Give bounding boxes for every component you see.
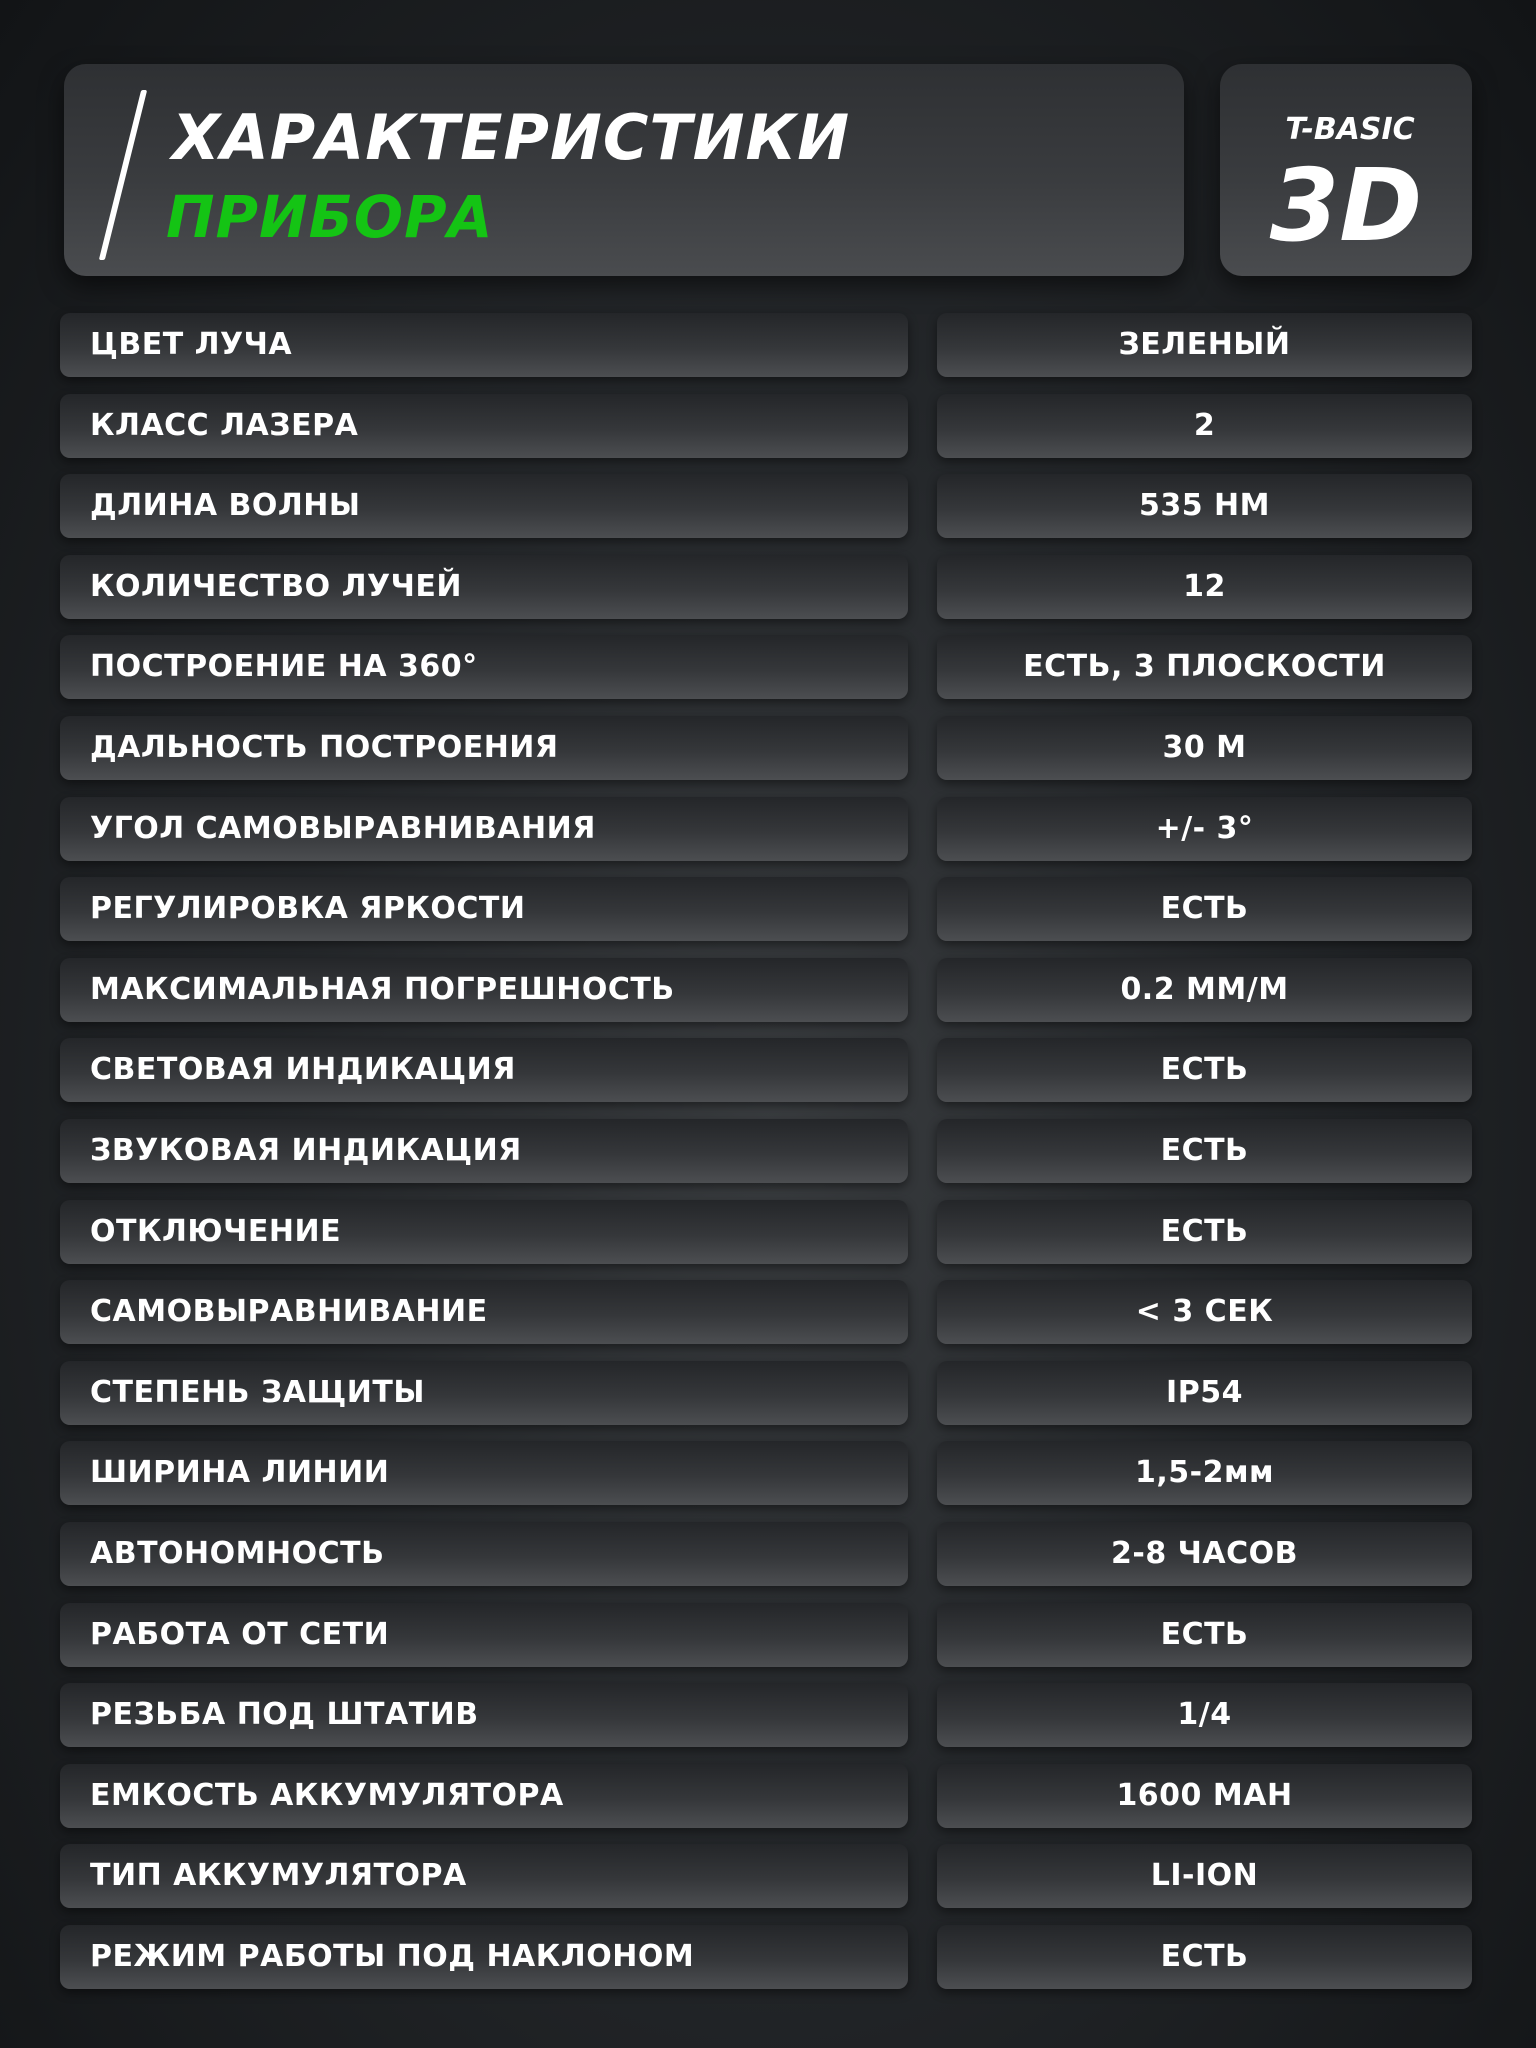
spec-value-cell: [937, 716, 1472, 780]
spec-value: ЕСТЬ, 3 ПЛОСКОСТИ: [1023, 649, 1386, 684]
spec-value: LI-ION: [1150, 1858, 1259, 1893]
spec-row: [60, 313, 1472, 377]
spec-row: [60, 1200, 1472, 1264]
spec-value-cell: [937, 797, 1472, 861]
spec-value: ЕСТЬ: [1160, 1214, 1249, 1249]
spec-label: САМОВЫРАВНИВАНИЕ: [90, 1294, 488, 1329]
spec-row: [60, 1683, 1472, 1747]
spec-value: ЕСТЬ: [1160, 1133, 1249, 1168]
spec-label: КОЛИЧЕСТВО ЛУЧЕЙ: [90, 569, 462, 604]
spec-value-cell: [937, 1764, 1472, 1828]
spec-row: [60, 1119, 1472, 1183]
spec-value-cell: [937, 1683, 1472, 1747]
spec-value: 12: [1183, 569, 1226, 604]
spec-row: [60, 1038, 1472, 1102]
spec-label: КЛАСС ЛАЗЕРА: [90, 408, 359, 443]
spec-value: 2: [1193, 408, 1216, 443]
spec-label: СТЕПЕНЬ ЗАЩИТЫ: [90, 1375, 425, 1410]
spec-value: ЕСТЬ: [1160, 1939, 1249, 1974]
spec-value: ЗЕЛЕНЫЙ: [1118, 327, 1291, 362]
spec-row: [60, 958, 1472, 1022]
spec-value: 1,5-2мм: [1134, 1455, 1274, 1490]
spec-label-cell: [60, 877, 908, 941]
spec-label: МАКСИМАЛЬНАЯ ПОГРЕШНОСТЬ: [90, 972, 675, 1007]
spec-label-cell: [60, 474, 908, 538]
model-variant: 3D: [1269, 147, 1423, 264]
spec-value: 30 М: [1162, 730, 1247, 765]
spec-value-cell: [937, 1603, 1472, 1667]
spec-label-cell: [60, 1764, 908, 1828]
spec-label: ДЛИНА ВОЛНЫ: [90, 488, 361, 523]
spec-value: ЕСТЬ: [1160, 1052, 1249, 1087]
spec-row: [60, 1280, 1472, 1344]
page-subtitle: ПРИБОРА: [166, 183, 494, 251]
spec-label-cell: [60, 313, 908, 377]
spec-row: [60, 1925, 1472, 1989]
spec-row: [60, 1361, 1472, 1425]
model-name: T-BASIC: [1285, 112, 1415, 147]
spec-value-cell: [937, 1844, 1472, 1908]
spec-value: 535 НМ: [1138, 488, 1271, 523]
spec-label: ПОСТРОЕНИЕ НА 360°: [90, 649, 478, 684]
spec-label: ОТКЛЮЧЕНИЕ: [90, 1214, 342, 1249]
spec-label-cell: [60, 394, 908, 458]
spec-label-cell: [60, 1280, 908, 1344]
spec-value: ЕСТЬ: [1160, 891, 1249, 926]
spec-value-cell: [937, 1522, 1472, 1586]
spec-value-cell: [937, 1925, 1472, 1989]
spec-value-cell: [937, 1441, 1472, 1505]
spec-label: РЕЗЬБА ПОД ШТАТИВ: [90, 1697, 479, 1732]
spec-label-cell: [60, 1119, 908, 1183]
spec-value-cell: [937, 1038, 1472, 1102]
spec-label: ЗВУКОВАЯ ИНДИКАЦИЯ: [90, 1133, 522, 1168]
spec-label: СВЕТОВАЯ ИНДИКАЦИЯ: [90, 1052, 516, 1087]
spec-value-cell: [937, 1280, 1472, 1344]
spec-label-cell: [60, 1925, 908, 1989]
spec-row: [60, 1522, 1472, 1586]
spec-label: ШИРИНА ЛИНИИ: [90, 1455, 390, 1490]
spec-value-cell: [937, 474, 1472, 538]
spec-label-cell: [60, 958, 908, 1022]
spec-label-cell: [60, 1361, 908, 1425]
spec-value-cell: [937, 877, 1472, 941]
spec-label-cell: [60, 635, 908, 699]
spec-label-cell: [60, 555, 908, 619]
spec-row: [60, 474, 1472, 538]
spec-value: +/- 3°: [1155, 811, 1254, 846]
spec-value: ЕСТЬ: [1160, 1617, 1249, 1652]
spec-row: [60, 797, 1472, 861]
spec-value: IP54: [1166, 1375, 1243, 1410]
spec-value: 2-8 ЧАСОВ: [1111, 1536, 1298, 1571]
spec-label: РАБОТА ОТ СЕТИ: [90, 1617, 390, 1652]
spec-value: < 3 СЕК: [1135, 1294, 1274, 1329]
page-title: ХАРАКТЕРИСТИКИ: [172, 101, 851, 174]
spec-value-cell: [937, 958, 1472, 1022]
spec-label: ДАЛЬНОСТЬ ПОСТРОЕНИЯ: [90, 730, 559, 765]
spec-label-cell: [60, 1844, 908, 1908]
spec-value-cell: [937, 555, 1472, 619]
spec-label-cell: [60, 716, 908, 780]
spec-label-cell: [60, 1683, 908, 1747]
spec-label-cell: [60, 1603, 908, 1667]
spec-label: ЕМКОСТЬ АККУМУЛЯТОРА: [90, 1778, 564, 1813]
spec-label-cell: [60, 797, 908, 861]
spec-row: [60, 877, 1472, 941]
spec-row: [60, 1441, 1472, 1505]
spec-label: ТИП АККУМУЛЯТОРА: [90, 1858, 467, 1893]
spec-row: [60, 1764, 1472, 1828]
spec-value: 0.2 ММ/М: [1120, 972, 1289, 1007]
spec-label-cell: [60, 1441, 908, 1505]
spec-label: РЕГУЛИРОВКА ЯРКОСТИ: [90, 891, 526, 926]
spec-label-cell: [60, 1038, 908, 1102]
spec-label: ЦВЕТ ЛУЧА: [90, 327, 293, 362]
spec-label: АВТОНОМНОСТЬ: [90, 1536, 385, 1571]
spec-row: [60, 1844, 1472, 1908]
spec-value: 1/4: [1177, 1697, 1232, 1732]
spec-value-cell: [937, 1200, 1472, 1264]
spec-label: РЕЖИМ РАБОТЫ ПОД НАКЛОНОМ: [90, 1939, 695, 1974]
spec-value-cell: [937, 1119, 1472, 1183]
spec-label-cell: [60, 1522, 908, 1586]
spec-row: [60, 635, 1472, 699]
spec-value-cell: [937, 1361, 1472, 1425]
spec-row: [60, 394, 1472, 458]
spec-value: 1600 MAH: [1116, 1778, 1293, 1813]
spec-row: [60, 1603, 1472, 1667]
spec-row: [60, 555, 1472, 619]
spec-value-cell: [937, 394, 1472, 458]
spec-value-cell: [937, 313, 1472, 377]
spec-label-cell: [60, 1200, 908, 1264]
spec-row: [60, 716, 1472, 780]
spec-label: УГОЛ САМОВЫРАВНИВАНИЯ: [90, 811, 596, 846]
spec-value-cell: [937, 635, 1472, 699]
